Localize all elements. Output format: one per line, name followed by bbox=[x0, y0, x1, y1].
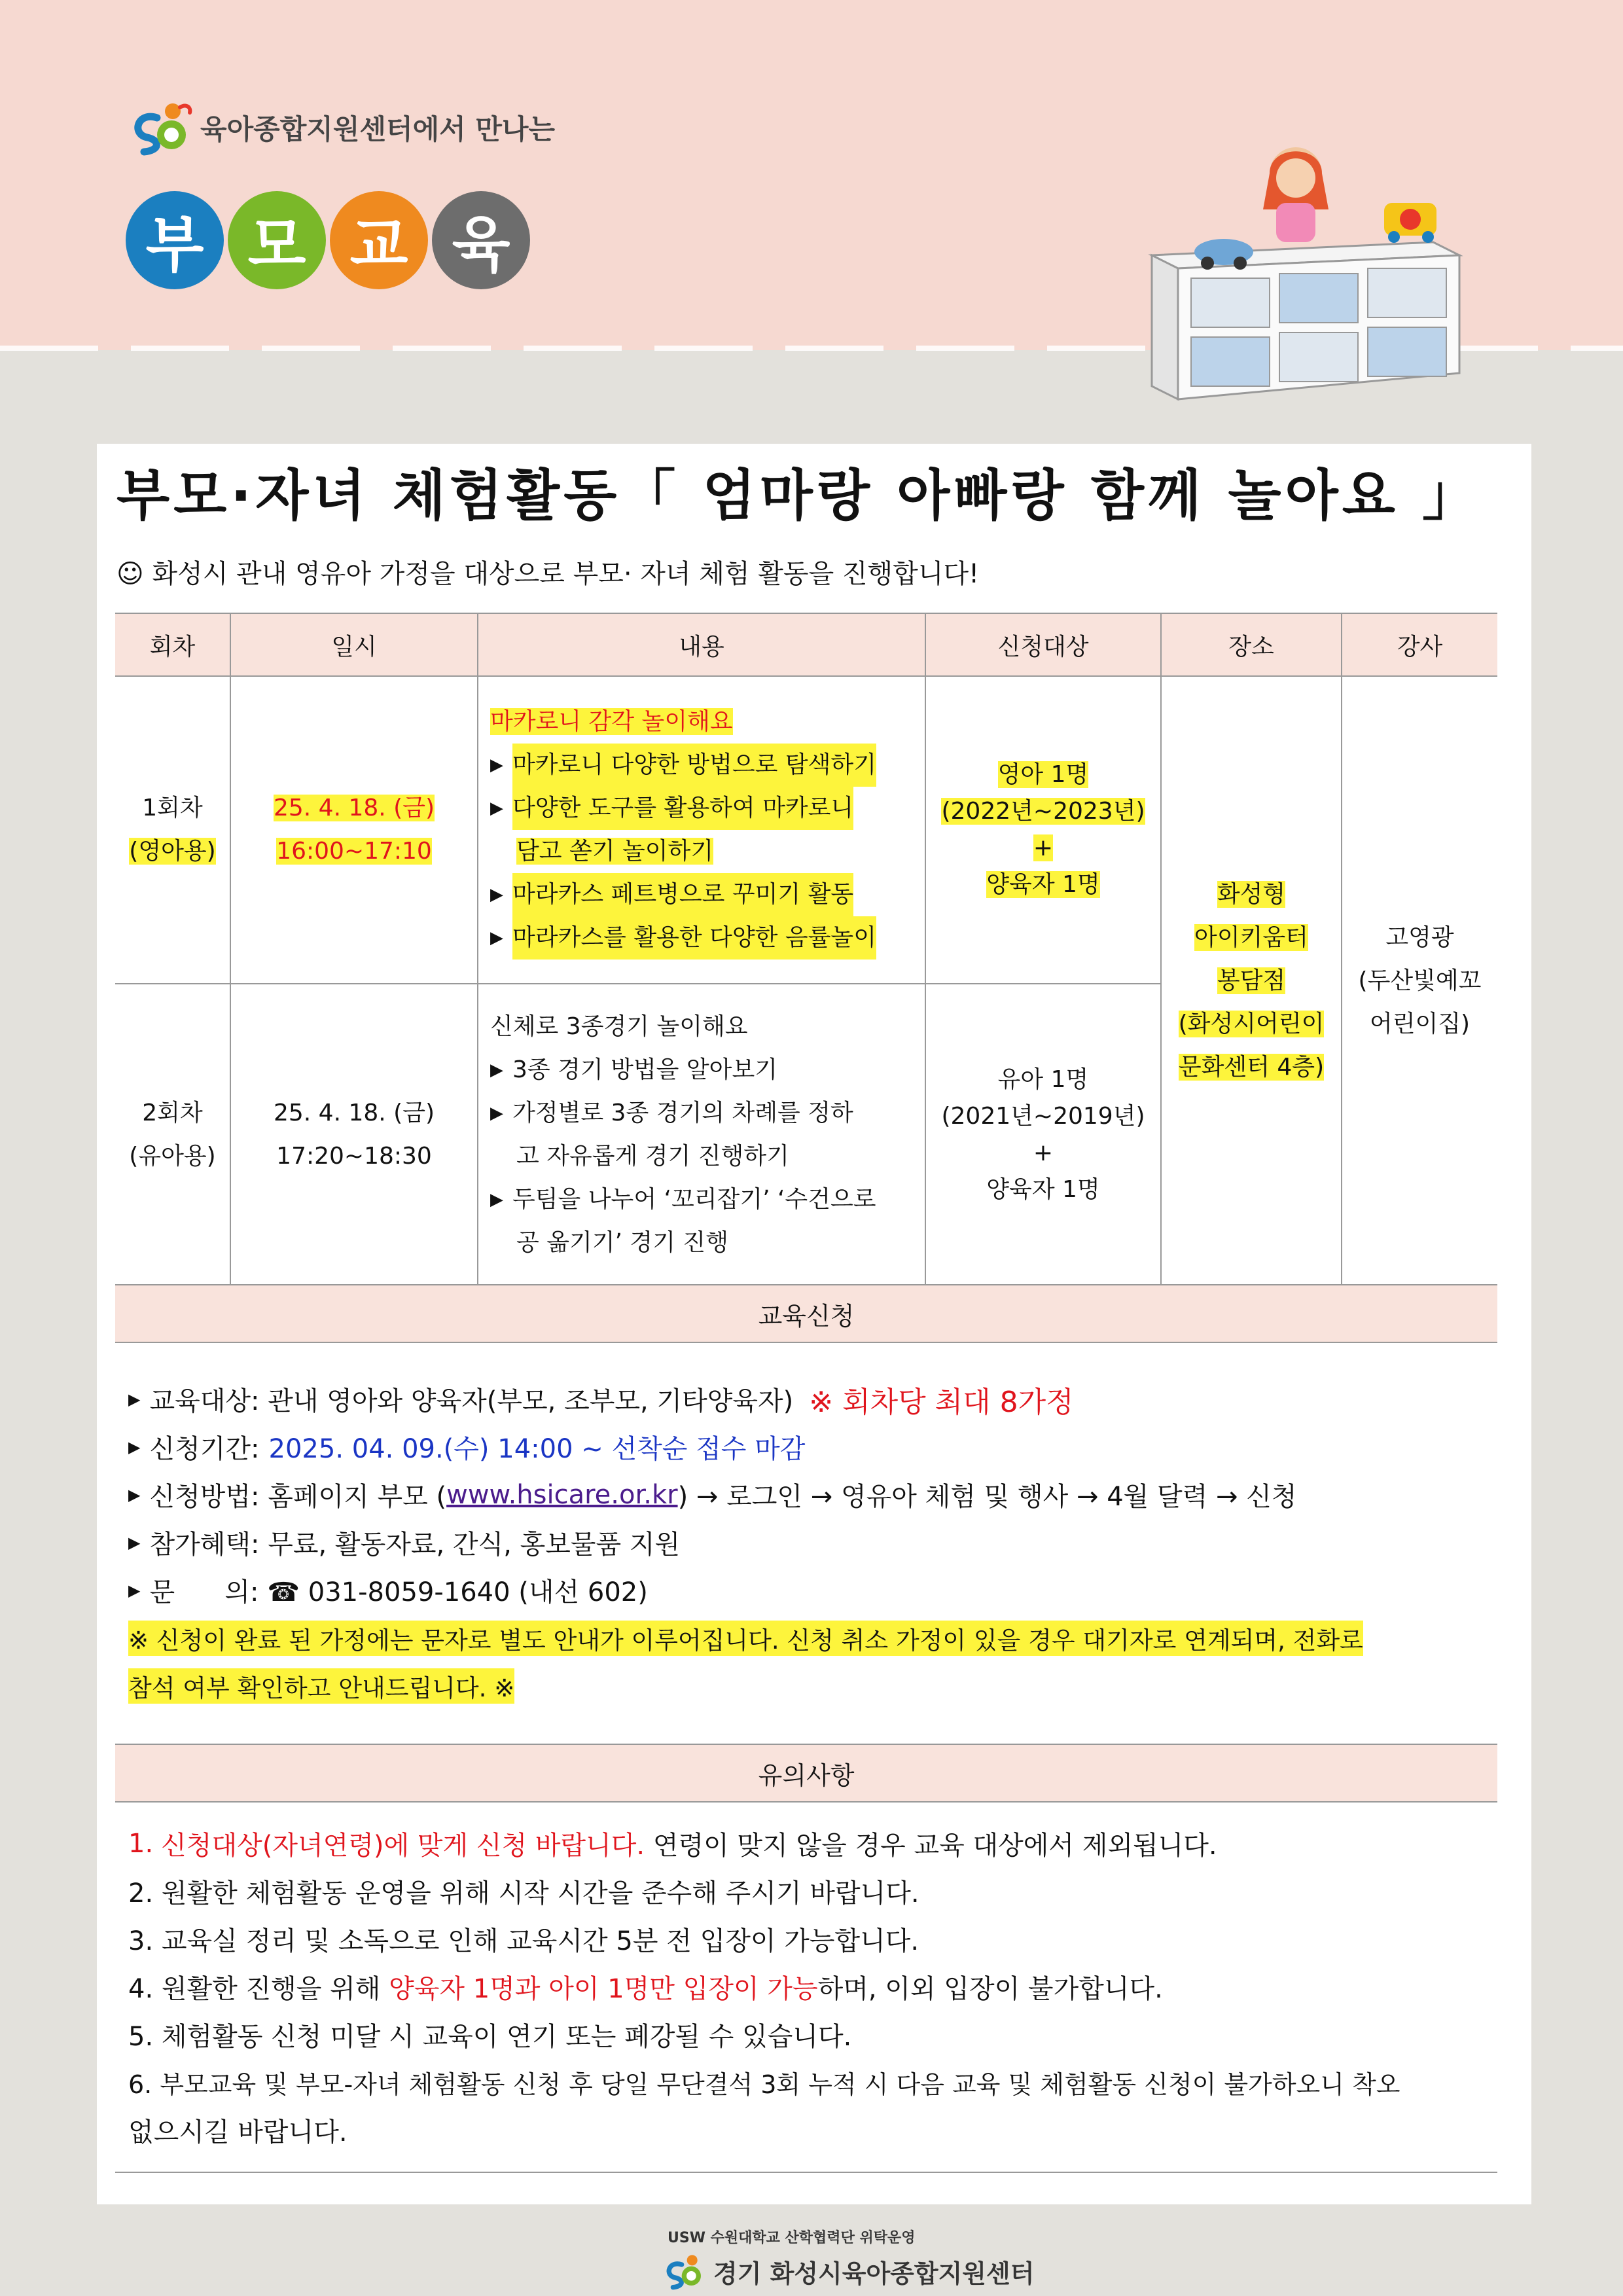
caution-item: 3. 교육실 정리 및 소독으로 인해 교육시간 5분 전 입장이 가능합니다. bbox=[128, 1926, 919, 1956]
title-circles bbox=[126, 191, 534, 289]
bullet-icon: ▶ bbox=[490, 798, 503, 818]
header-subtitle: 육아종합지원센터에서 만나는 bbox=[200, 113, 556, 145]
homepage-link[interactable]: www.hsicare.or.kr bbox=[446, 1479, 678, 1510]
apply-method-rest: ) → 로그인 → 영유아 체험 및 행사 → 4월 달력 → 신청 bbox=[677, 1482, 1297, 1512]
session2-round-label: 2회차 bbox=[142, 1100, 203, 1126]
apply-info bbox=[128, 1375, 1496, 1710]
circle-bu: 부 bbox=[126, 191, 224, 289]
apply-contact: 문 의: ☎ 031-8059-1640 (내선 602) bbox=[149, 1577, 648, 1607]
apply-method-label: 신청방법: 홈페이지 부모 ( bbox=[149, 1482, 447, 1512]
intro-text: ☺ 화성시 관내 영유아 가정을 대상으로 부모· 자녀 체험 활동을 진행합니다! bbox=[116, 559, 980, 589]
session1-target-line: + bbox=[1033, 834, 1054, 861]
apply-benefit: 참가혜택: 무료, 활동자료, 간식, 홍보물품 지원 bbox=[149, 1530, 681, 1560]
session2-content bbox=[478, 984, 925, 1286]
session1-item: 마카로니 다양한 방법으로 탐색하기 bbox=[512, 744, 876, 787]
session1-datetime bbox=[230, 676, 478, 984]
session1-content bbox=[478, 676, 925, 984]
session1-item: 다양한 도구를 활용하여 마카로니 bbox=[512, 787, 853, 830]
session1-target bbox=[925, 676, 1161, 984]
session2-round bbox=[115, 984, 230, 1286]
place-cell bbox=[1161, 676, 1342, 1286]
bullet-icon: ▶ bbox=[490, 1103, 503, 1123]
place-line: 문화센터 4층) bbox=[1178, 1054, 1325, 1081]
footer-center bbox=[654, 2251, 1034, 2291]
session2-content-title: 신체로 3종경기 놀이해요 bbox=[490, 1013, 748, 1040]
session1-target-line: (2022년~2023년) bbox=[941, 798, 1145, 825]
bullet-icon: ▶ bbox=[128, 1390, 141, 1408]
caution-1-rest: 연령이 맞지 않을 경우 교육 대상에서 제외됩니다. bbox=[645, 1831, 1217, 1861]
caution-1-num: 1. bbox=[128, 1828, 154, 1859]
col-header-content: 내용 bbox=[478, 613, 925, 676]
session1-round-label: 1회차 bbox=[142, 795, 203, 821]
schedule-table bbox=[115, 613, 1497, 1287]
caution-item: 2. 원활한 체험활동 운영을 위해 시작 시간을 준수해 주시기 바랍니다. bbox=[128, 1878, 919, 1909]
footer bbox=[0, 2219, 1623, 2296]
cautions-heading: 유의사항 bbox=[115, 1744, 1497, 1803]
session2-item: 공 옮기기’ 경기 진행 bbox=[516, 1229, 728, 1256]
apply-notice-line1: ※ 신청이 완료 된 가정에는 문자로 별도 안내가 이루어집니다. 신청 취소 가정이 있을 경우 대기자로 연계되며, 전화로 bbox=[128, 1621, 1363, 1656]
caution-item: 6. 부모교육 및 부모-자녀 체험활동 신청 후 당일 무단결석 3회 누적 시 다음 교육 및 체험활동 신청이 불가하오니 착오 bbox=[128, 2070, 1400, 2099]
session1-content-title: 마카로니 감각 놀이해요 bbox=[490, 708, 733, 735]
bullet-icon: ▶ bbox=[128, 1485, 141, 1504]
cautions-list bbox=[128, 1820, 1496, 2154]
table-row bbox=[115, 676, 1497, 984]
session2-datetime bbox=[230, 984, 478, 1286]
col-header-round: 회차 bbox=[115, 613, 230, 676]
session1-item: 담고 쏟기 놀이하기 bbox=[516, 838, 714, 865]
caution-4-red: 양육자 1명과 아이 1명만 입장이 가능 bbox=[389, 1974, 818, 2004]
apply-period-row bbox=[128, 1423, 1496, 1471]
bullet-icon: ▶ bbox=[490, 1060, 503, 1080]
session2-item: 두팀을 나누어 ‘꼬리잡기’ ‘수건으로 bbox=[512, 1186, 876, 1213]
bullet-icon: ▶ bbox=[128, 1581, 141, 1600]
bullet-icon: ▶ bbox=[490, 1190, 503, 1210]
page-title: 부모·자녀 체험활동「 엄마랑 아빠랑 함께 놀아요 」 bbox=[116, 463, 1482, 528]
place-line: 화성형 bbox=[1217, 881, 1286, 908]
col-header-target: 신청대상 bbox=[925, 613, 1161, 676]
bullet-icon: ▶ bbox=[490, 928, 503, 948]
instructor-line: (두산빛예꼬 bbox=[1358, 967, 1482, 994]
session1-round-sub: (영아용) bbox=[129, 838, 216, 865]
session2-target-line: + bbox=[1033, 1139, 1054, 1166]
bottom-divider bbox=[115, 2172, 1497, 2173]
apply-contact-row bbox=[128, 1566, 1496, 1614]
circle-gyo: 교 bbox=[330, 191, 428, 289]
bullet-icon: ▶ bbox=[490, 885, 503, 905]
session2-time: 17:20~18:30 bbox=[276, 1143, 432, 1170]
session2-item: 고 자유롭게 경기 진행하기 bbox=[516, 1143, 789, 1170]
instructor-cell bbox=[1342, 676, 1497, 1286]
bullet-icon: ▶ bbox=[128, 1437, 141, 1456]
toy-shelf-illustration bbox=[1132, 137, 1479, 412]
apply-heading: 교육신청 bbox=[115, 1284, 1497, 1343]
col-header-datetime: 일시 bbox=[230, 613, 478, 676]
place-line: 봉담점 bbox=[1217, 967, 1286, 994]
session2-item: 3종 경기 방법을 알아보기 bbox=[512, 1056, 777, 1083]
col-header-place: 장소 bbox=[1161, 613, 1342, 676]
apply-notice-line2: 참석 여부 확인하고 안내드립니다. ※ bbox=[128, 1668, 514, 1704]
circle-mo: 모 bbox=[228, 191, 326, 289]
session2-target-line: (2021년~2019년) bbox=[941, 1103, 1145, 1130]
caution-item: 5. 체험활동 신청 미달 시 교육이 연기 또는 폐강될 수 있습니다. bbox=[128, 2022, 852, 2052]
apply-period-label: 신청기간: bbox=[149, 1434, 260, 1464]
bullet-icon: ▶ bbox=[128, 1533, 141, 1552]
apply-target: 교육대상: 관내 영아와 양육자(부모, 조부모, 기타양육자) bbox=[149, 1386, 794, 1416]
caution-4-pre: 4. 원활한 진행을 위해 bbox=[128, 1974, 389, 2004]
col-header-instructor: 강사 bbox=[1342, 613, 1497, 676]
footer-operator: USW 수원대학교 산학협력단 위탁운영 bbox=[668, 2230, 916, 2246]
session2-date: 25. 4. 18. (금) bbox=[273, 1100, 435, 1126]
circle-yuk: 육 bbox=[432, 191, 530, 289]
bullet-icon: ▶ bbox=[490, 755, 503, 775]
table-header-row bbox=[115, 613, 1497, 676]
apply-notice-row bbox=[128, 1614, 1496, 1662]
session2-item: 가정별로 3종 경기의 차례를 정하 bbox=[512, 1100, 853, 1126]
apply-method-row bbox=[128, 1471, 1496, 1518]
session1-target-line: 양육자 1명 bbox=[986, 871, 1100, 898]
caution-1-red: 신청대상(자녀연령)에 맞게 신청 바랍니다. bbox=[161, 1831, 645, 1861]
session1-time: 16:00~17:10 bbox=[276, 838, 432, 865]
session1-item: 마라카스 페트병으로 꾸미기 활동 bbox=[512, 873, 853, 916]
session1-round bbox=[115, 676, 230, 984]
caution-item bbox=[128, 1820, 1496, 1867]
instructor-line: 고영광 bbox=[1385, 924, 1454, 951]
place-line: (화성시어린이 bbox=[1178, 1011, 1325, 1037]
caution-item bbox=[128, 1963, 1496, 2011]
session2-target-line: 양육자 1명 bbox=[986, 1176, 1100, 1203]
caution-item: 없으시길 바랍니다. bbox=[128, 2117, 348, 2147]
footer-logo-icon bbox=[654, 2251, 713, 2291]
session2-target bbox=[925, 984, 1161, 1286]
apply-period-value: 2025. 04. 09.(수) 14:00 ~ 선착순 접수 마감 bbox=[268, 1434, 806, 1464]
session1-target-line: 영아 1명 bbox=[997, 761, 1089, 788]
instructor-line: 어린이집) bbox=[1369, 1011, 1471, 1037]
apply-benefit-row bbox=[128, 1518, 1496, 1566]
center-logo bbox=[124, 98, 555, 157]
session2-round-sub: (유아용) bbox=[129, 1143, 216, 1170]
session1-item: 마라카스를 활용한 다양한 음률놀이 bbox=[512, 916, 876, 960]
apply-notice-row bbox=[128, 1662, 1496, 1710]
apply-target-note: ※ 회차당 최대 8가정 bbox=[809, 1385, 1074, 1419]
session2-target-line: 유아 1명 bbox=[997, 1066, 1089, 1093]
caution-4-rest: 하며, 이외 입장이 불가합니다. bbox=[817, 1974, 1163, 2004]
center-logo-icon bbox=[124, 98, 196, 157]
session1-date: 25. 4. 18. (금) bbox=[273, 795, 435, 821]
apply-target-row bbox=[128, 1375, 1496, 1423]
footer-center-name: 경기 화성시육아종합지원센터 bbox=[713, 2259, 1035, 2288]
place-line: 아이키움터 bbox=[1194, 924, 1308, 951]
